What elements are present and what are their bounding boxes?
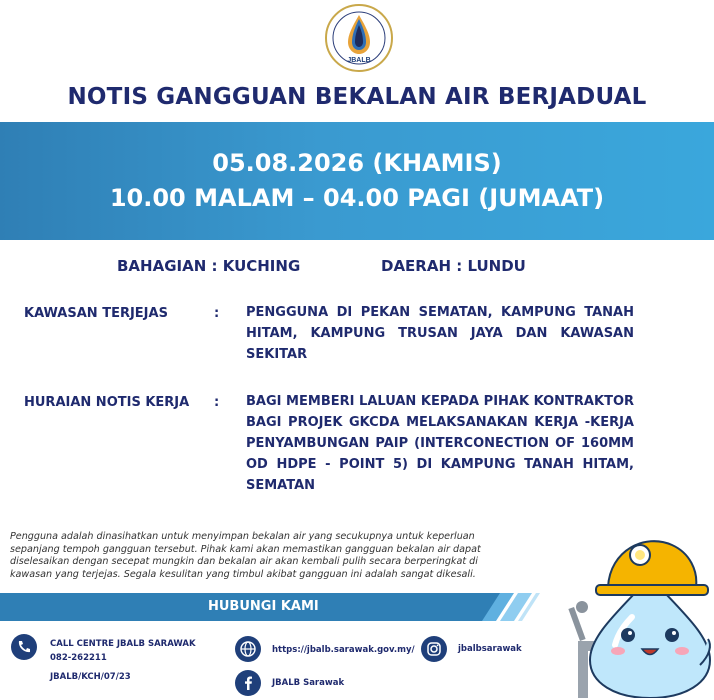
- globe-icon: [235, 636, 261, 662]
- schedule-date: 05.08.2026 (KHAMIS): [212, 149, 502, 177]
- phone-icon: [11, 634, 37, 660]
- svg-text:JBALB: JBALB: [347, 57, 371, 64]
- huraian-colon: :: [214, 395, 220, 410]
- jbalb-logo: [324, 3, 394, 73]
- facebook-icon: [235, 670, 261, 696]
- kawasan-label: KAWASAN TERJEJAS: [24, 306, 168, 321]
- bahagian-label: BAHAGIAN : KUCHING: [117, 257, 301, 275]
- call-centre-label: CALL CENTRE JBALB SARAWAK: [50, 639, 196, 649]
- schedule-banner: [0, 122, 714, 240]
- facebook-handle[interactable]: JBALB Sarawak: [272, 678, 345, 688]
- kawasan-value: PENGGUNA DI PEKAN SEMATAN, KAMPUNG TANAH HITAM, KAMPUNG TRUSAN JAYA DAN KAWASAN SEKITAR: [246, 305, 634, 362]
- schedule-time: 10.00 MALAM – 04.00 PAGI (JUMAAT): [109, 184, 605, 212]
- contact-heading: HUBUNGI KAMI: [208, 599, 319, 614]
- kawasan-colon: :: [214, 306, 220, 321]
- page-title: NOTIS GANGGUAN BEKALAN AIR BERJADUAL: [67, 84, 647, 110]
- instagram-icon: [421, 636, 447, 662]
- website-link[interactable]: https://jbalb.sarawak.gov.my/: [272, 645, 415, 655]
- daerah-label: DAERAH : LUNDU: [381, 257, 526, 275]
- huraian-label: HURAIAN NOTIS KERJA: [24, 395, 190, 410]
- call-centre-phone[interactable]: 082-262211: [50, 653, 107, 663]
- instagram-handle[interactable]: jbalbsarawak: [458, 644, 522, 654]
- reference-number: JBALB/KCH/07/23: [50, 672, 131, 682]
- huraian-value: BAGI MEMBERI LALUAN KEPADA PIHAK KONTRAKTOR BAGI PROJEK GKCDA MELAKSANAKAN KERJA -KERJA PENYAMBUNGAN PAIP (INTERCONECTION OF 160MM OD HDPE - POINT 5) DI KAMPUNG TANAH HITAM, SEMATAN: [246, 394, 634, 493]
- water-drop-mascot: [560, 515, 714, 698]
- advisory-notice: Pengguna adalah dinasihatkan untuk menyimpan bekalan air yang secukupnya untuk keperluan sepanjang tempoh gangguan tersebut. Pihak kami akan memastikan gangguan bekalan air dapat diselesaikan dengan secepat mungkin dan bekalan air akan kembali pulih secara berperingkat di kawasan yang terjejas. Segala kesulitan yang timbul akibat gangguan ini adalah sangat dikesali.: [10, 531, 481, 580]
